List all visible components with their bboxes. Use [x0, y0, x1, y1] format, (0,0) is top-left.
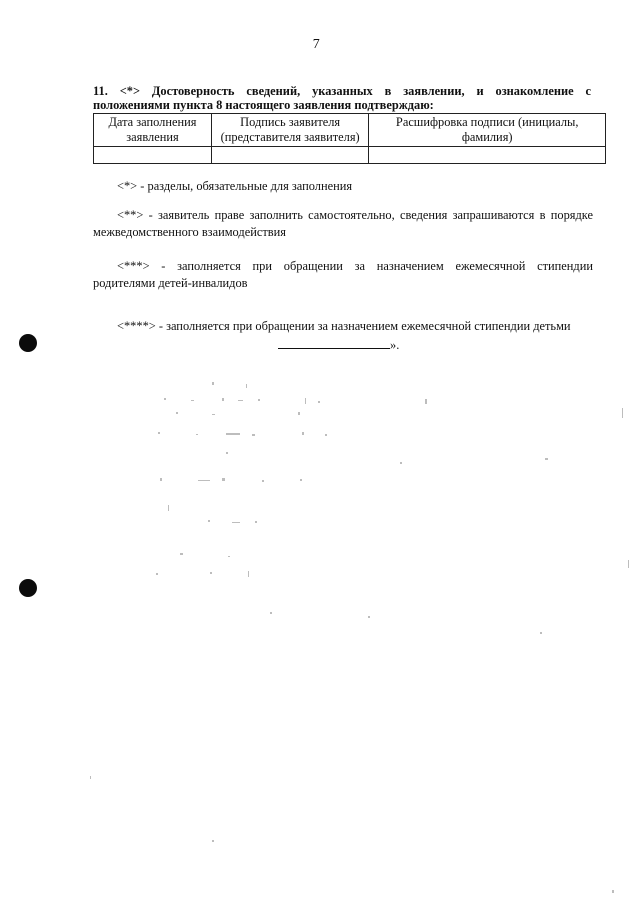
header-date: Дата заполнения заявления [94, 114, 212, 147]
header-signature-decoding: Расшифровка подписи (инициалы, фамилия) [369, 114, 606, 147]
signature-decoding-cell[interactable] [369, 147, 606, 164]
footnote-parents-text-line1: <***> - заполняется при обращении за назначением ежемесячной стипендии [117, 259, 593, 273]
footnote-children [93, 318, 593, 335]
blank-fill-line [278, 336, 399, 354]
section-heading-line1: 11. <*> Достоверность сведений, указанных в заявлении, и ознакомление с [93, 84, 591, 98]
signature-table [93, 113, 606, 164]
page-number: 7 [312, 37, 321, 52]
date-cell[interactable] [94, 147, 212, 164]
footnote-parents [93, 258, 593, 292]
signature-table-header-row [94, 114, 606, 147]
punch-hole-mark [19, 334, 37, 352]
footnote-required [93, 178, 593, 195]
header-signature: Подпись заявителя (представителя заявителя) [211, 114, 368, 147]
footnote-interagency [93, 207, 593, 241]
footnote-interagency-text: <**> - заявитель праве заполнить самостоятельно, сведения запрашиваются в порядке межведомственного взаимодействия [93, 208, 593, 239]
signature-table-row [94, 147, 606, 164]
blank-line-end: ». [390, 338, 400, 352]
footnote-required-text: <*> - разделы, обязательные для заполнения [117, 179, 353, 193]
signature-cell[interactable] [211, 147, 368, 164]
section-heading-line2: положениями пункта 8 настоящего заявления подтверждаю: [93, 98, 434, 112]
punch-hole-mark [19, 579, 37, 597]
blank-underline[interactable] [278, 336, 390, 349]
footnote-children-text: <****> - заполняется при обращении за назначением ежемесячной стипендии детьми [117, 319, 571, 333]
footnote-parents-text-line2: родителями детей-инвалидов [93, 276, 248, 290]
section-heading [93, 84, 591, 112]
